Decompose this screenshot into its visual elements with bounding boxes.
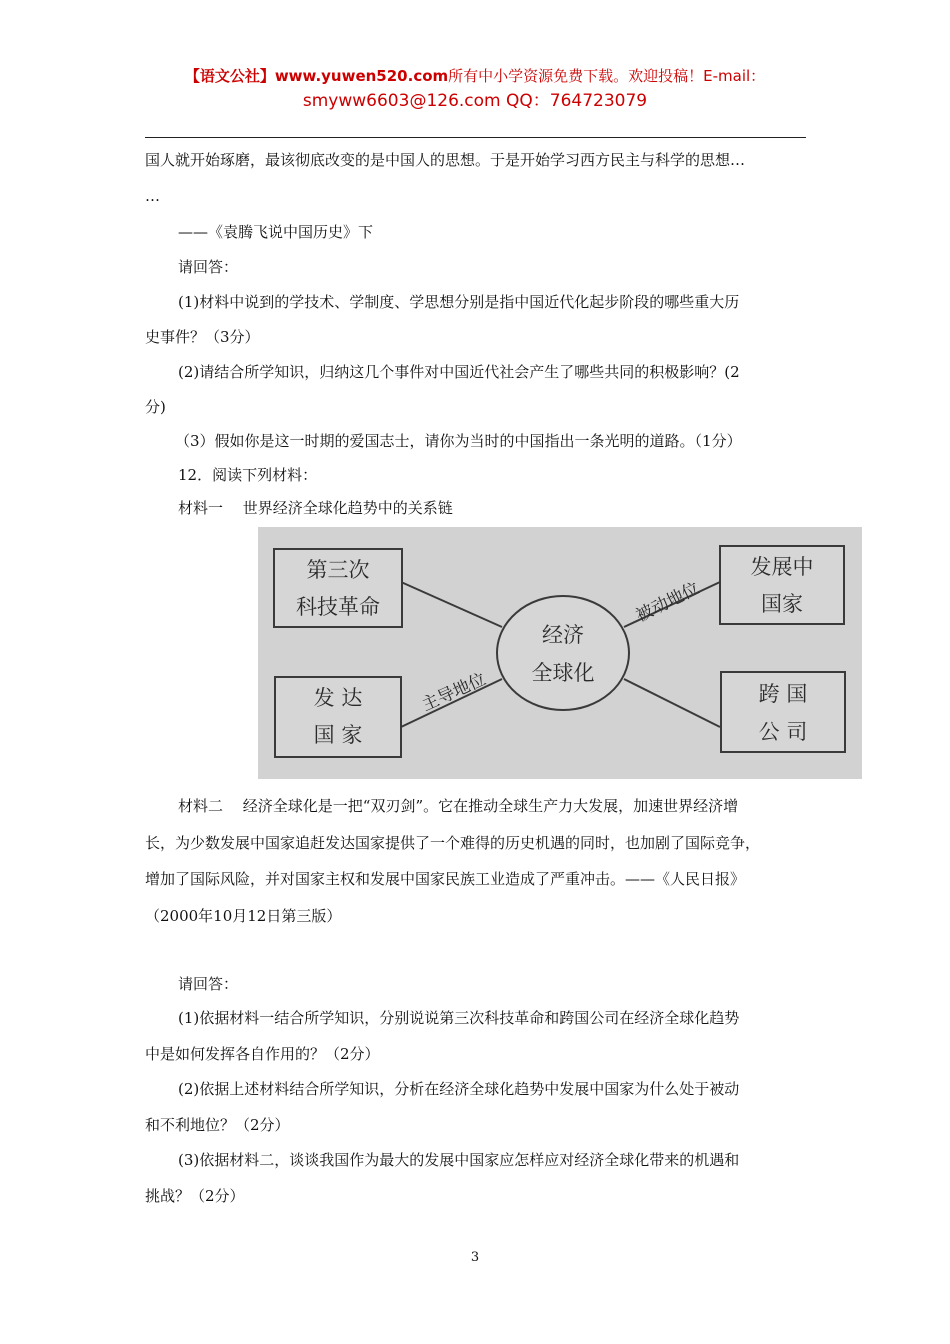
material-2-line: 增加了国际风险，并对国家主权和发展中国家民族工业造成了严重冲击。——《人民日报》	[145, 870, 746, 888]
question-12-1-line: (1)依据材料一结合所学知识，分别说说第三次科技革命和跨国公司在经济全球化趋势	[178, 1009, 740, 1027]
question-prompt: 请回答：	[178, 258, 239, 276]
box-br-line1: 跨 国	[758, 682, 808, 706]
box-tr-line2: 国家	[761, 592, 803, 616]
center-line2: 全球化	[531, 661, 595, 685]
label-passive-position: 被动地位	[632, 578, 703, 627]
box-bl-line1: 发 达	[313, 686, 363, 710]
page-number: 3	[470, 1250, 480, 1265]
page-header	[0, 64, 950, 114]
label-dominant-position: 主导地位	[418, 669, 490, 716]
question-12-3-line: (3)依据材料二，谈谈我国作为最大的发展中国家应怎样应对经济全球化带来的机遇和	[178, 1151, 740, 1169]
ellipse-economic-globalization	[497, 596, 629, 710]
question-12-heading: 12．阅读下列材料：	[178, 466, 318, 484]
globalization-relationship-diagram	[258, 527, 862, 779]
box-bl-line2: 国 家	[313, 723, 363, 747]
header-divider	[145, 137, 806, 138]
paragraph-line: …	[145, 187, 160, 205]
source-citation: ——《袁腾飞说中国历史》下	[178, 223, 374, 241]
header-url-link[interactable]: www.yuwen520.com	[274, 67, 449, 85]
header-brand: 【语文公社】	[184, 67, 275, 85]
material-2-line: 长，为少数发展中国家追赶发达国家提供了一个难得的历史机遇的同时，也加剧了国际竞争，	[145, 834, 761, 852]
question-12-2-line: (2)依据上述材料结合所学知识，分析在经济全球化趋势中发展中国家为什么处于被动	[178, 1080, 740, 1098]
question-12-3-line: 挑战？（2分）	[145, 1187, 245, 1205]
header-contact: smyww6603@126.com QQ：764723079	[302, 91, 648, 111]
box-tr-line1: 发展中	[750, 555, 814, 579]
center-line1: 经济	[542, 623, 584, 647]
header-note: 所有中小学资源免费下载。欢迎投稿！E-mail：	[448, 67, 766, 85]
question-3-line: （3）假如你是这一时期的爱国志士，请你为当时的中国指出一条光明的道路。（1分）	[175, 432, 742, 450]
header-line-1	[0, 64, 950, 88]
question-1-line: 史事件？（3分）	[145, 328, 260, 346]
box-br-line2: 公 司	[758, 720, 808, 744]
question-2-line: 分)	[145, 398, 166, 416]
question-1-line: (1)材料中说到的学技术、学制度、学思想分别是指中国近代化起步阶段的哪些重大历	[178, 293, 740, 311]
material-1-title: 材料一 世界经济全球化趋势中的关系链	[178, 499, 453, 517]
question-prompt: 请回答：	[178, 975, 239, 993]
question-2-line: (2)请结合所学知识，归纳这几个事件对中国近代社会产生了哪些共同的积极影响？(2	[178, 363, 740, 381]
material-2-date: （2000年10月12日第三版）	[145, 907, 342, 925]
paragraph-line: 国人就开始琢磨，最该彻底改变的是中国人的思想。于是开始学习西方民主与科学的思想…	[145, 151, 746, 169]
material-2-line: 材料二 经济全球化是一把“双刃剑”。它在推动全球生产力大发展，加速世界经济增	[178, 797, 739, 815]
box-tl-line1: 第三次	[306, 558, 370, 582]
question-12-1-line: 中是如何发挥各自作用的？（2分）	[145, 1045, 380, 1063]
question-12-2-line: 和不利地位？（2分）	[145, 1116, 290, 1134]
box-tl-line2: 科技革命	[296, 595, 380, 619]
